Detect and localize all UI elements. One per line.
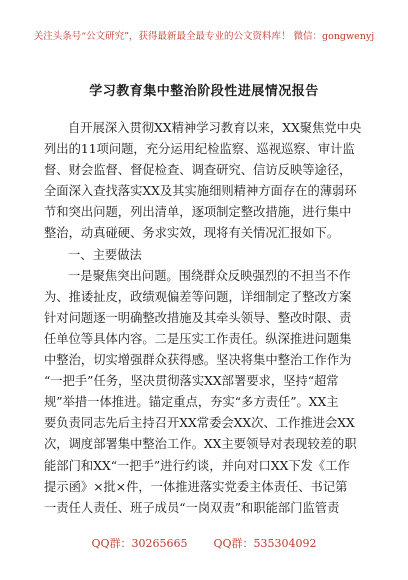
body-line: 节和突出问题，列出清单，逐项制定整改措施，进行集中 bbox=[44, 205, 352, 220]
body-line: 中整治，切实增强群众获得感。坚决将集中整治工作作为 bbox=[44, 353, 352, 368]
body-line: 整治，动真碰硬、务求实效，现将有关情况汇报如下。 bbox=[44, 226, 340, 241]
body-line: 提示函》×批×件，一体推进落实党委主体责任、书记第 bbox=[44, 479, 348, 494]
qq-group-1: QQ群：30265665 bbox=[91, 537, 188, 550]
body-line: 列出的11项问题，充分运用纪检监察、巡视巡察、审计监 bbox=[44, 142, 355, 157]
body-line: 督、财会监督、督促检查、调查研究、信访反映等途径， bbox=[44, 163, 352, 178]
body-line: 任单位等具体内容。二是压实工作责任。纵深推进问题集 bbox=[44, 331, 352, 346]
document-title: 学习教育集中整治阶段性进展情况报告 bbox=[89, 84, 319, 99]
body-line: 要负责同志先后主持召开XX常委会XX次、工作推进会XX bbox=[44, 416, 355, 431]
body-line: 为、推诿扯皮，政绩观偏差等问题，详细制定了整改方案 bbox=[44, 289, 352, 304]
body-line: 针对问题逐一明确整改措施及其牵头领导、整改时限、责 bbox=[44, 310, 352, 325]
footer-contact bbox=[0, 535, 408, 551]
body-line: “一把手”任务，坚决贯彻落实XX部署要求，坚持“超常 bbox=[44, 374, 339, 389]
body-line: 一、主要做法 bbox=[68, 247, 142, 262]
document-body bbox=[44, 118, 368, 519]
body-line: 一是聚焦突出问题。围绕群众反映强烈的不担当不作 bbox=[68, 268, 351, 283]
body-line: 自开展深入贯彻XX精神学习教育以来，XX聚焦党中央 bbox=[68, 121, 362, 135]
body-line: 全面深入查找落实XX及其实施细则精神方面存在的薄弱环 bbox=[44, 184, 357, 199]
body-line: 能部门和XX“一把手”进行约谈，并向对口XX下发《工作 bbox=[44, 458, 350, 473]
qq-group-2: QQ群：535304092 bbox=[213, 537, 317, 550]
body-line: 一责任人责任、班子成员“一岗双责”和职能部门监管责 bbox=[44, 500, 340, 515]
body-line: 规”举措一体推进。锚定重点，夯实“多方责任”。XX主 bbox=[44, 395, 339, 410]
header-promo-text: 关注头条号“公文研究”，获得最新最全最专业的公文资料库！ 微信：gongwenyj bbox=[33, 31, 375, 42]
body-line: 次，调度部署集中整治工作。XX主要领导对表现较差的职 bbox=[44, 437, 357, 452]
